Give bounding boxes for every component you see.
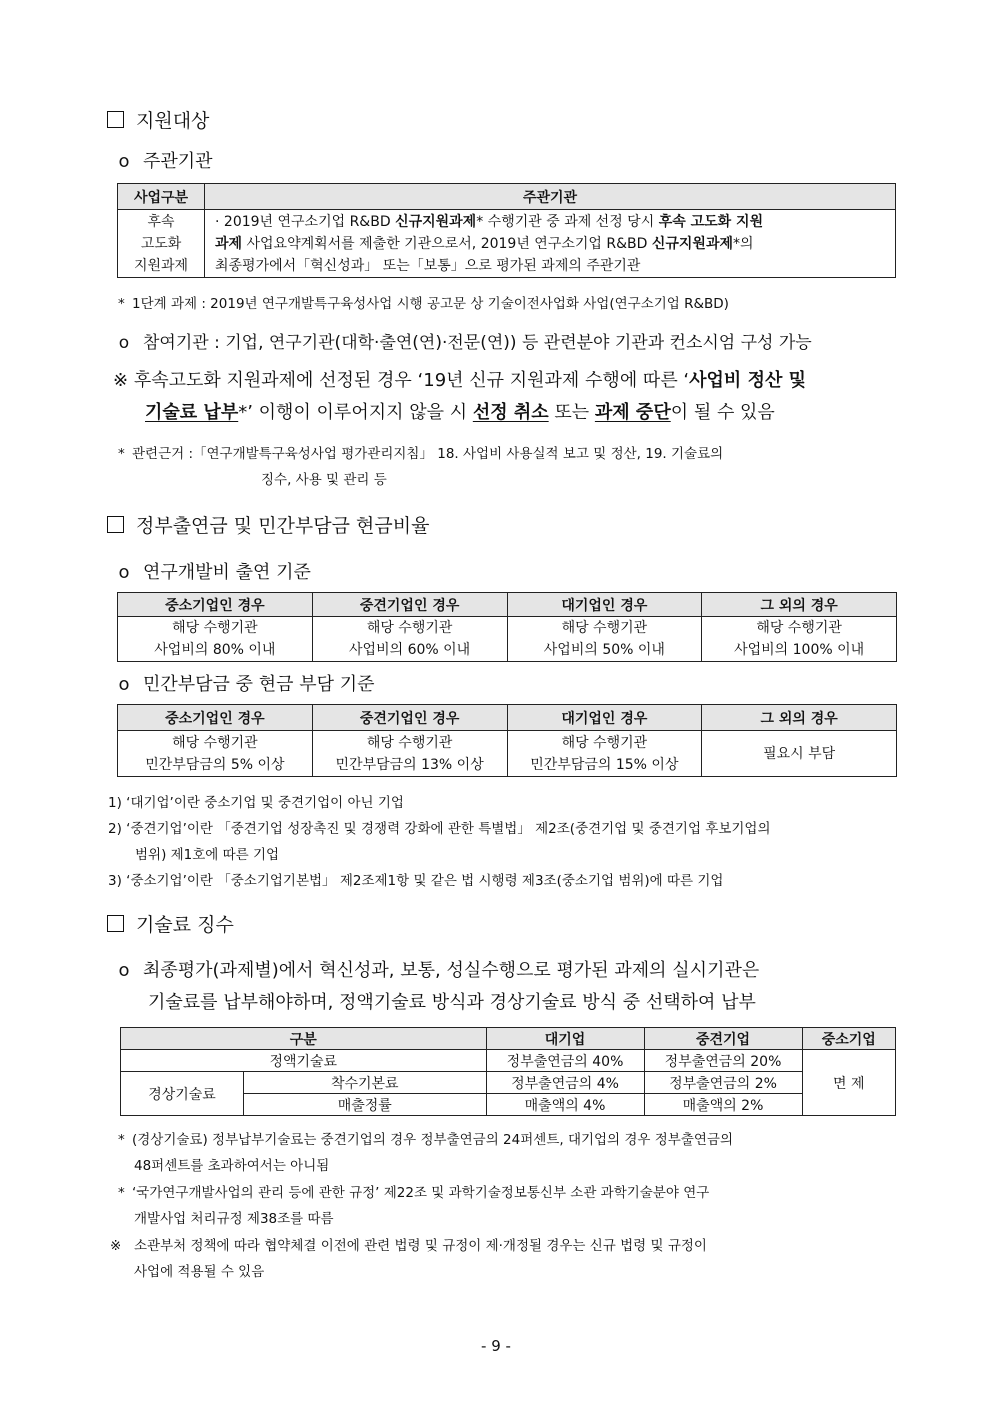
- circle-bullet-icon: ο: [118, 674, 130, 695]
- header-sme: 중소기업: [802, 1028, 895, 1050]
- warning-notice-line2: 기술료 납부*’ 이행이 이루어지지 않을 시 선정 취소 또는 과제 중단이 될 수 있음: [145, 402, 775, 423]
- cash-cell-large: 해당 수행기관 민간부담금의 15% 이상: [507, 731, 702, 777]
- funding-cell-large: 해당 수행기관 사업비의 50% 이내: [507, 617, 702, 662]
- checkbox-square-icon: [107, 915, 124, 932]
- header-business-type: 사업구분: [118, 184, 205, 210]
- subheading-lead-institution: ο 주관기관: [115, 147, 213, 173]
- fixed-royalty-large: 정부출연금의 40%: [486, 1050, 644, 1072]
- initial-fee-label: 착수기본료: [244, 1072, 487, 1094]
- section-heading-support-target: 지원대상: [107, 106, 209, 133]
- royalty-note-policy: ※ 소관부처 정책에 따라 협약체결 이전에 관련 법령 및 규정이 제·개정될 경우는 신규 법령 및 규정이 사업에 적용될 수 있음: [110, 1233, 707, 1285]
- royalty-table: [120, 1027, 896, 1116]
- royalty-note-cap: * (경상기술료) 정부납부기술료는 중견기업의 경우 정부출연금의 24퍼센트, 대기업의 경우 정부출연금의 48퍼센트를 초과하여서는 아니됨: [118, 1132, 734, 1174]
- cash-cell-midsize: 해당 수행기관 민간부담금의 13% 이상: [312, 731, 507, 777]
- header-large: 대기업인 경우: [507, 593, 702, 617]
- circle-bullet-icon: ο: [118, 333, 130, 353]
- sales-rate-midsize: 매출액의 2%: [644, 1094, 802, 1116]
- circle-bullet-icon: ο: [118, 562, 130, 583]
- subheading-rd-funding: ο 연구개발비 출연 기준: [115, 558, 311, 584]
- running-royalty-label: 경상기술료: [121, 1072, 244, 1116]
- section-heading-cash-ratio: 정부출연금 및 민간부담금 현금비율: [107, 511, 429, 538]
- subheading-private-cash: ο 민간부담금 중 현금 부담 기준: [115, 670, 375, 696]
- initial-fee-large: 정부출연금의 4%: [486, 1072, 644, 1094]
- circle-bullet-icon: ο: [118, 151, 130, 172]
- sales-rate-large: 매출액의 4%: [486, 1094, 644, 1116]
- header-large: 대기업: [486, 1028, 644, 1050]
- row-label-followup: 후속 고도화 지원과제: [118, 210, 205, 278]
- circle-bullet-icon: ο: [118, 960, 130, 981]
- header-gubun: 구분: [121, 1028, 487, 1050]
- legal-basis-note-line2: 징수, 사용 및 관리 등: [261, 472, 387, 488]
- header-sme: 중소기업인 경우: [118, 705, 313, 731]
- funding-cell-midsize: 해당 수행기관 사업비의 60% 이내: [312, 617, 507, 662]
- lead-institution-table: [117, 183, 896, 278]
- reference-mark-icon: ※: [113, 370, 129, 391]
- cash-cell-sme: 해당 수행기관 민간부담금의 5% 이상: [118, 731, 313, 777]
- header-midsize: 중견기업인 경우: [312, 593, 507, 617]
- legal-basis-note: * 관련근거 :「연구개발특구육성사업 평가관리지침」 18. 사업비 사용실적 보고 및 정산, 19. 기술료의: [118, 446, 724, 462]
- header-midsize: 중견기업인 경우: [312, 705, 507, 731]
- fixed-royalty-label: 정액기술료: [121, 1050, 487, 1072]
- funding-cell-other: 해당 수행기관 사업비의 100% 이내: [702, 617, 897, 662]
- section-heading-royalty: 기술료 징수: [107, 910, 234, 937]
- page-number: - 9 -: [481, 1337, 511, 1355]
- fixed-royalty-midsize: 정부출연금의 20%: [644, 1050, 802, 1072]
- rd-funding-table: [117, 592, 897, 662]
- royalty-description: ο 최종평가(과제별)에서 혁신성과, 보통, 성실수행으로 평가된 과제의 실시기관은: [115, 956, 759, 986]
- header-midsize: 중견기업: [644, 1028, 802, 1050]
- footnote-first-stage: * 1단계 과제 : 2019년 연구개발특구육성사업 시행 공고문 상 기술이전사업화 사업(연구소기업 R&BD): [118, 296, 729, 312]
- header-other: 그 외의 경우: [702, 593, 897, 617]
- enterprise-definitions: 1) ‘대기업’이란 중소기업 및 중견기업이 아닌 기업 2) ‘중견기업’이란 「중견기업 성장촉진 및 경쟁력 강화에 관한 특별법」 제2조(중견기업 및 중견기업 후보기업의 범위) 제1호에 따른 기업 3) ‘중소기업’이란 「중소기업기본법」 제2조제1항 및 같은 법 시행령 제3조(중소기업 범위)에 따른 기업: [108, 795, 771, 889]
- funding-cell-sme: 해당 수행기관 사업비의 80% 이내: [118, 617, 313, 662]
- checkbox-square-icon: [107, 516, 124, 533]
- header-other: 그 외의 경우: [702, 705, 897, 731]
- header-sme: 중소기업인 경우: [118, 593, 313, 617]
- warning-notice: ※ 후속고도화 지원과제에 선정된 경우 ‘19년 신규 지원과제 수행에 따른 ‘사업비 정산 및: [113, 370, 807, 391]
- royalty-description-line2: 기술료를 납부해야하며, 정액기술료 방식과 경상기술료 방식 중 선택하여 납부: [148, 992, 756, 1013]
- private-cash-table: [117, 704, 897, 777]
- reference-mark-icon: ※: [110, 1238, 122, 1254]
- checkbox-square-icon: [107, 111, 124, 128]
- cash-cell-other: 필요시 부담: [702, 731, 897, 777]
- sme-exempt: 면 제: [802, 1050, 895, 1116]
- header-lead-institution: 주관기관: [205, 184, 896, 210]
- initial-fee-midsize: 정부출연금의 2%: [644, 1072, 802, 1094]
- participating-institutions: ο 참여기관 : 기업, 연구기관(대학·출연(연)·전문(연)) 등 관련분야 기관과 컨소시엄 구성 가능: [115, 328, 812, 353]
- header-large: 대기업인 경우: [507, 705, 702, 731]
- sales-rate-label: 매출정률: [244, 1094, 487, 1116]
- lead-institution-description: · 2019년 연구소기업 R&BD 신규지원과제* 수행기관 중 과제 선정 당시 후속 고도화 지원 과제 사업요약계획서를 제출한 기관으로서, 2019년 연구소기업 R&BD 신규지원과제*의 최종평가에서「혁신성과」 또는「보통」으로 평가된 과제의 주관기관: [205, 210, 896, 278]
- royalty-note-regulation: * ‘국가연구개발사업의 관리 등에 관한 규정’ 제22조 및 과학기술정보통신부 소관 과학기술분야 연구 개발사업 처리규정 제38조를 따름: [118, 1185, 710, 1227]
